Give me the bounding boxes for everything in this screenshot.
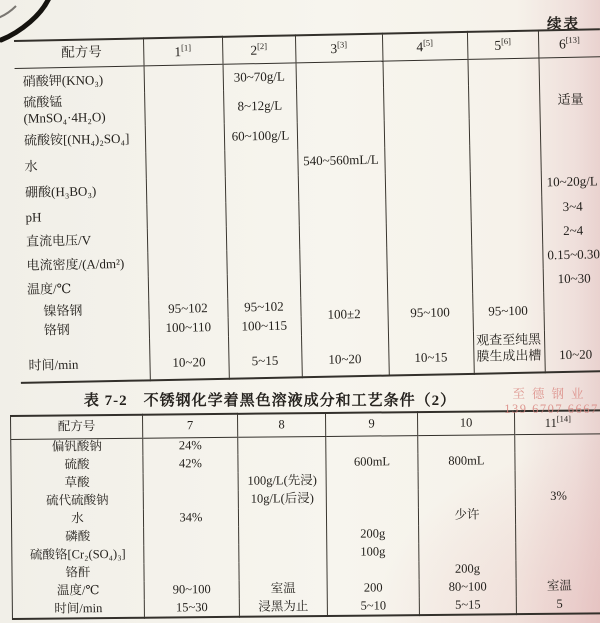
value-cell: 540~560mL/L (297, 147, 385, 175)
value-cell (470, 170, 542, 197)
row-label: 硫酸锰(MnSO₄·4H₂O) (23, 94, 106, 127)
value-cell: 5~15 (228, 335, 302, 378)
row-label: 时间/min (28, 357, 79, 374)
value-cell: 适量 (539, 83, 600, 117)
value-cell (144, 64, 224, 93)
row-label: 时间/min (54, 600, 103, 616)
row-label: 电流密度/(A/dm²) (26, 256, 125, 274)
value-cell: 2~4 (542, 219, 600, 244)
value-cell: 90~100 (144, 581, 239, 600)
value-cell: 0.15~0.30 (542, 243, 600, 268)
column-header: 5[6] (467, 30, 539, 58)
watermark-phone: 139 6707 6667 (504, 402, 599, 416)
value-cell: 15~30 (144, 599, 239, 618)
value-cell (515, 451, 600, 470)
value-cell: 10g/L(后浸) (238, 490, 326, 509)
value-cell (145, 150, 225, 178)
column-header: 9 (325, 412, 417, 436)
row-label: 硫酸铬[Cr₂(SO₄)₃] (29, 547, 126, 563)
row-label: 铬钢 (43, 321, 70, 338)
value-cell (327, 561, 419, 580)
value-cell: 95~100 (472, 292, 544, 331)
column-header: 2[2] (222, 35, 296, 63)
row-label: 磷酸 (65, 529, 91, 544)
value-cell: 100±2 (300, 295, 388, 335)
value-cell (516, 541, 600, 560)
value-cell (419, 524, 516, 543)
value-cell (296, 88, 384, 122)
value-cell (538, 56, 600, 84)
value-cell: 少许 (418, 506, 515, 525)
value-cell: 10~20 (149, 336, 229, 380)
value-cell (382, 59, 468, 88)
value-cell (224, 149, 298, 176)
value-cell: 200 (327, 579, 419, 598)
value-cell (143, 473, 238, 492)
column-header: 8 (237, 413, 325, 437)
watermark-company: 至德钢业 (512, 387, 591, 401)
value-cell: 10~20 (301, 333, 389, 377)
value-cell (543, 291, 600, 311)
value-cell (385, 171, 471, 199)
value-cell (544, 310, 600, 330)
value-cell (418, 470, 515, 489)
value-cell: 10~15 (388, 331, 474, 375)
value-cell (418, 488, 515, 507)
row-label: 铬酐 (65, 565, 91, 580)
value-cell (326, 471, 418, 490)
value-cell (419, 542, 516, 561)
column-header: 3[3] (295, 34, 383, 63)
value-cell (297, 120, 385, 149)
row-label: 水 (24, 158, 38, 175)
value-cell (227, 273, 300, 298)
value-cell: 浸黑为止 (239, 598, 327, 617)
column-header: 1[1] (143, 37, 223, 66)
value-cell (386, 245, 471, 271)
value-cell: 95~100 (387, 293, 473, 333)
value-cell (298, 199, 385, 225)
value-cell (238, 436, 326, 455)
row-label: 硼酸(H₃BO₃) (24, 183, 97, 201)
value-cell: 200g (419, 560, 516, 579)
row-label: 温度/℃ (56, 583, 100, 598)
table-2-body (11, 433, 600, 619)
row-label: 硫酸铵[(NH₄)₂SO₄] (23, 130, 130, 148)
row-label: 偏钒酸钠 (51, 439, 102, 455)
recipe-number-header: 配方号 (14, 38, 144, 68)
value-cell: 10~30 (543, 267, 600, 292)
value-cell: 室温 (516, 577, 600, 596)
value-cell (225, 175, 299, 202)
column-header: 6[13] (538, 29, 600, 57)
value-cell: 800mL (418, 452, 515, 471)
row-label: 水 (71, 511, 84, 526)
value-cell: 3~4 (541, 195, 600, 220)
value-cell: 3% (515, 487, 600, 506)
value-cell: 600mL (326, 453, 418, 472)
value-cell (147, 226, 226, 252)
value-cell (226, 249, 299, 274)
value-cell (299, 247, 386, 273)
column-header: 11[14] (514, 410, 600, 434)
value-cell: 200g (327, 525, 419, 544)
value-cell (470, 196, 541, 221)
value-cell (300, 271, 387, 297)
value-cell (148, 274, 227, 300)
value-cell: 5~15 (419, 596, 516, 615)
continued-table-label: 续表 (547, 17, 580, 33)
value-cell: 100g/L(先浸) (238, 472, 326, 491)
value-cell: 42% (143, 455, 238, 474)
value-cell (144, 527, 239, 546)
value-cell (515, 505, 600, 524)
value-cell: 95~102 (148, 298, 227, 319)
value-cell: 100~110 (149, 317, 228, 338)
value-cell (468, 84, 540, 118)
value-cell: 室温 (239, 580, 327, 599)
value-cell (515, 433, 600, 452)
value-cell: 观查至纯黑膜生成出槽 (473, 330, 545, 373)
row-label: 硫代硫酸钠 (45, 493, 109, 508)
value-cell (471, 244, 542, 269)
value-cell (147, 250, 226, 276)
value-cell (144, 91, 224, 125)
value-cell: 100~115 (228, 316, 301, 336)
value-cell: 10~20 (544, 329, 600, 372)
value-cell: 34% (143, 509, 238, 528)
row-label: 镍铬钢 (43, 302, 83, 319)
blackening-solution-table-2 (10, 409, 600, 620)
value-cell (326, 489, 418, 508)
row-label: 直流电压/V (25, 232, 92, 250)
row-label: 草酸 (64, 475, 90, 490)
value-cell (516, 559, 600, 578)
value-cell: 30~70g/L (223, 62, 297, 90)
column-header: 7 (143, 414, 238, 438)
row-label: 温度/℃ (26, 281, 72, 298)
table-2-title: 表 7-2 不锈钢化学着黑色溶液成分和工艺条件（2） (83, 393, 457, 409)
row-label: 硫酸 (64, 457, 90, 472)
value-cell (516, 523, 600, 542)
value-cell (467, 57, 539, 85)
value-cell (239, 544, 327, 563)
value-cell (238, 508, 326, 527)
row-label: pH (25, 209, 42, 226)
table-2-wrapper (10, 409, 600, 620)
value-cell (540, 116, 600, 144)
value-cell (225, 201, 298, 226)
recipe-number-header: 配方号 (11, 415, 143, 439)
value-cell: 95~102 (227, 297, 300, 317)
value-cell (226, 225, 299, 250)
value-cell (144, 545, 239, 564)
value-cell: 8~12g/L (223, 89, 297, 123)
row-label: 硝酸钾(KNO₃) (22, 71, 104, 89)
value-cell: 24% (143, 437, 238, 456)
column-header: 4[5] (382, 32, 468, 61)
value-cell: 60~100g/L (224, 122, 298, 150)
value-cell (471, 220, 542, 245)
value-cell (239, 562, 327, 581)
value-cell (384, 145, 470, 173)
value-cell (146, 176, 226, 204)
value-cell (145, 123, 225, 152)
value-cell: 5 (516, 595, 600, 614)
value-cell (386, 221, 471, 247)
value-cell (387, 269, 472, 295)
value-cell: 10~20g/L (541, 169, 600, 196)
value-cell (143, 491, 238, 510)
value-cell (385, 197, 470, 223)
table-1-body (15, 56, 600, 382)
value-cell (146, 202, 225, 228)
value-cell (299, 223, 386, 249)
value-cell (383, 86, 469, 120)
value-cell: 80~100 (419, 578, 516, 597)
value-cell (469, 117, 541, 145)
value-cell (326, 435, 418, 454)
value-cell (384, 118, 470, 147)
value-cell (418, 434, 515, 453)
value-cell: 5~10 (327, 597, 419, 616)
value-cell (469, 144, 541, 171)
value-cell: 100g (327, 543, 419, 562)
column-header: 10 (417, 411, 514, 435)
page-corner-curl-artifact (0, 0, 70, 46)
value-cell (298, 173, 386, 201)
value-cell (515, 469, 600, 488)
value-cell (540, 143, 600, 170)
blackening-solution-table-continued (14, 28, 600, 383)
value-cell (144, 563, 239, 582)
value-cell (472, 268, 543, 293)
value-cell (326, 507, 418, 526)
value-cell (296, 61, 384, 90)
value-cell (238, 454, 326, 473)
table-1-wrapper (14, 28, 600, 383)
value-cell (239, 526, 327, 545)
red-stamp-watermark (503, 384, 600, 417)
